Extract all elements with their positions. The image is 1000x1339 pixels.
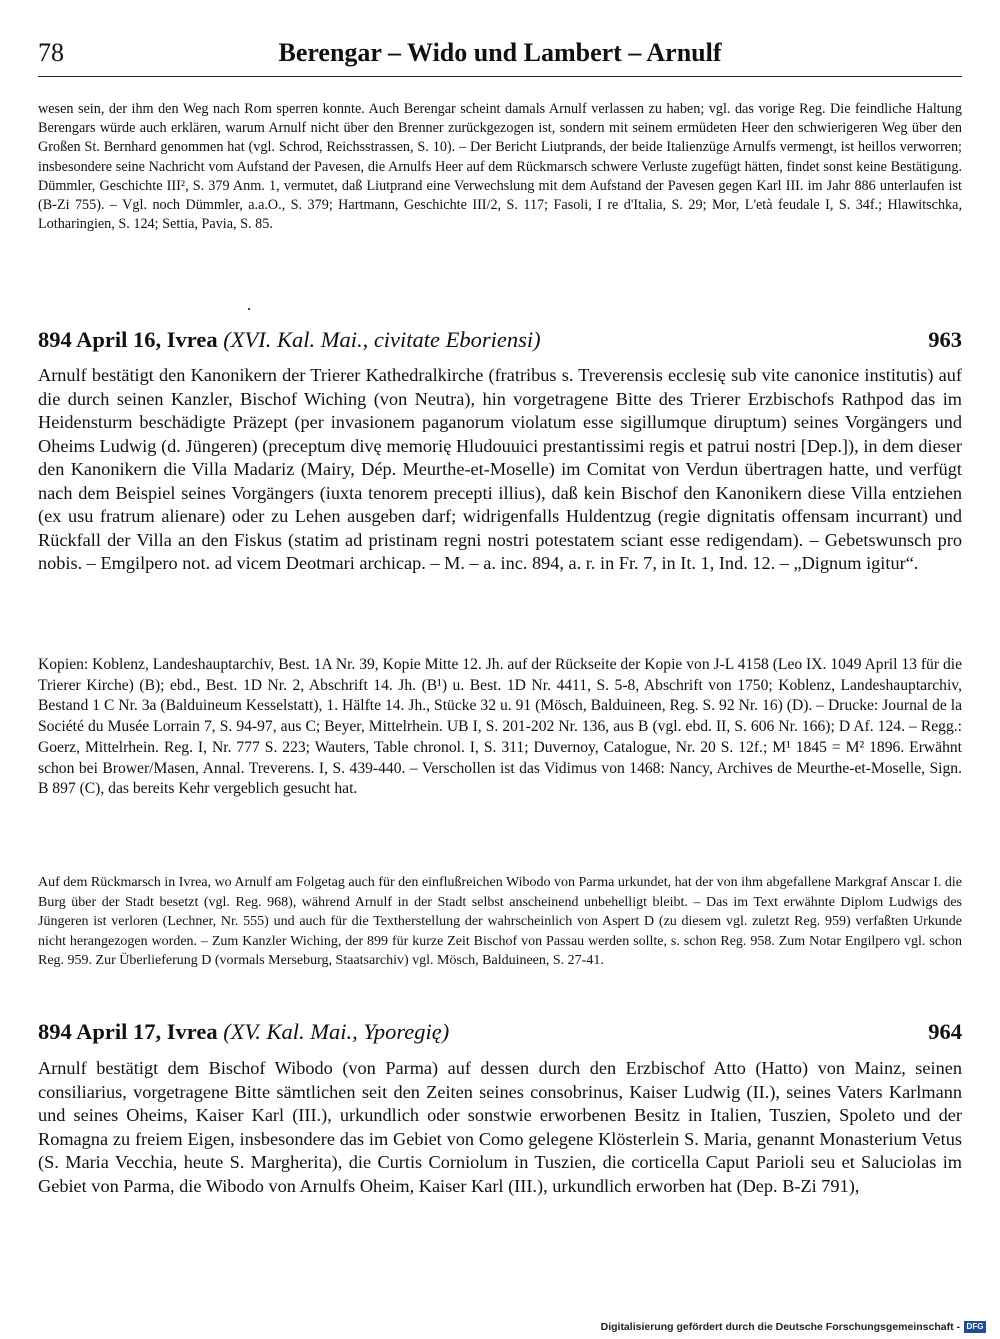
dfg-logo-icon: DFG [964, 1321, 986, 1333]
footer-credit [601, 1320, 986, 1334]
entry-heading-964 [38, 1019, 962, 1049]
entry-date-place: 894 April 16, Ivrea [38, 327, 218, 352]
footer-text: Digitalisierung gefördert durch die Deutsche Forschungsgemeinschaft - [600, 1321, 960, 1333]
entry-number: 963 [928, 327, 962, 352]
entry-origin: (XV. Kal. Mai., Yporegię) [223, 1019, 450, 1044]
page-number: 78 [38, 38, 64, 67]
commentary-963: Auf dem Rückmarsch in Ivrea, wo Arnulf am Folgetag auch für den einflußreichen Wibodo von Parma urkundet, hat der von ihm abgefallene Markgraf Anscar I. die Burg über der Stadt besetzt (vgl. Reg. 968), während Arnulf in der Stadt selbst anscheinend unbehelligt bleibt. – Das im Text erwähnte Diplom Ludwigs des Jüngeren ist verloren (Lechner, Nr. 555) und auch für die Textherstellung der wahrscheinlich von Aspert D (zu diesem vgl. zuletzt Reg. 959) verfaßten Urkunde nicht herangezogen worden. – Zum Kanzler Wiching, der 899 für kurze Zeit Bischof von Passau werden sollte, s. schon Reg. 958. Zum Notar Engilpero vgl. schon Reg. 959. Zur Überlieferung D (vormals Merseburg, Staatsarchiv) vgl. Mösch, Balduineen, S. 27-41. [38, 875, 962, 969]
regest-text-964: Arnulf bestätigt dem Bischof Wibodo (von Parma) auf dessen durch den Erzbischof Atto (Hatto) von Mainz, seinen consiliarius, vorgetragene Bitte sämtlichen seit den Zeiten seines consobrinus, Kaiser Ludwig (II.), seines Vaters Karlmann und seines Oheims, Kaiser Karl (III.), urkundlich oder sonstwie erworbenen Besitz in Italien, Tuszien, Spoleto und der Romagna zu freiem Eigen, insbesondere das im Gebiet von Como gelegene Klösterlein S. Maria, genannt Monasterium Vetus (S. Maria Vecchia, heute S. Margherita), die Curtis Corniolum in Tuszien, die corticella Caput Parioli seu et Saluciolas im Gebiet von Parma, die Wibodo von Arnulfs Oheim, Kaiser Karl (III.), urkundlich erworben hat (Dep. B-Zi 791), [38, 1058, 962, 1196]
intro-note: wesen sein, der ihm den Weg nach Rom sperren konnte. Auch Berengar scheint damals Arnulf verlassen zu haben; vgl. das vorige Reg. Die feindliche Haltung Berengars würde auch erklären, warum Arnulf nicht über den Brenner zurückgezogen ist, sondern mit seinem ermüdeten Heer den schwierigeren Weg über den Großen St. Bernhard genommen hat (vgl. Schrod, Reichsstrassen, S. 10). – Der Bericht Liutprands, der beide Italienzüge Arnulfs vermengt, ist heillos verworren; insbesondere seine Nachricht vom Aufstand der Pavesen, die Arnulfs Heer auf dem Rückmarsch schwere Verluste zugefügt hätten, findet sonst keine Bestätigung. Dümmler, Geschichte III², S. 379 Anm. 1, vermutet, daß Liutprand eine Verwechslung mit dem Aufstand der Pavesen gegen Karl III. im Jahr 886 unterlaufen ist (B-Zi 755). – Vgl. noch Dümmler, a.a.O., S. 379; Hartmann, Geschichte III/2, S. 117; Fasoli, I re d'Italia, S. 29; Mor, L'età feudale I, S. 34f.; Hlawitschka, Lotharingien, S. 124; Settia, Pavia, S. 85. [38, 101, 962, 233]
regest-text-963: Arnulf bestätigt den Kanonikern der Trierer Kathedralkirche (fratribus s. Treverensis ecclesię sub vite canonice institutis) auf die durch seinen Kanzler, Bischof Wiching (von Neutra), hin vorgetragene Bitte des Trierer Erzbischofs Rathpod das im Heidensturm beschädigte Präzept (per invasionem paganorum violatum esse sigillumque diruptum) seines Vorgängers und Oheims Ludwig (d. Jüngeren) (preceptum divę memorię Hludouuici prestantissimi regis et patrui nostri [Dep.]), in dem dieser den Kanonikern die Villa Madariz (Mairy, Dép. Meurthe-et-Moselle) im Comitat von Verdun übertragen hatte, und verfügt nach dem Beispiel seines Vorgängers (iuxta tenorem precepti illius), daß kein Bischof den Kanonikern diese Villa entziehen (ex usu fratrum alienare) oder zu Lehen ausgeben darf; widrigenfalls Huldentzug (regie dignitatis offensam incurrant) und Rückfall der Villa an den Fiskus (statim ad pristinam regni nostri potestatem sciant esse redigendam). – Gebetswunsch pro nobis. – Emgilpero not. ad vicem Deotmari archicap. – M. – a. inc. 894, a. r. in Fr. 7, in It. 1, Ind. 12. – „Dignum igitur“. [38, 365, 962, 573]
entry-date-place: 894 April 17, Ivrea [38, 1019, 218, 1044]
header-rule [38, 76, 962, 77]
sources-963: Kopien: Koblenz, Landeshauptarchiv, Best. 1A Nr. 39, Kopie Mitte 12. Jh. auf der Rückseite der Kopie von J-L 4158 (Leo IX. 1049 April 13 für die Trierer Kirche) (B); ebd., Best. 1D Nr. 2, Abschrift 14. Jh. (B¹) u. Best. 1D Nr. 4411, S. 5-8, Abschrift von 1750; Koblenz, Landeshauptarchiv, Bestand 1 C Nr. 3a (Balduineum Kesselstatt), 1. Hälfte 14. Jh., Stücke 32 u. 91 (Mösch, Balduineen, Reg. S. 92 Nr. 16) (D). – Drucke: Journal de la Société du Musée Lorrain 7, S. 94-97, aus C; Beyer, Mittelrhein. UB I, S. 201-202 Nr. 136, aus B (vgl. ebd. II, S. 606 Nr. 166); D Af. 124. – Regg.: Goerz, Mittelrhein. Reg. I, Nr. 777 S. 223; Wauters, Table chronol. I, S. 311; Duvernoy, Catalogue, Nr. 20 S. 12f.; M¹ 1845 = M² 1896. Erwähnt schon bei Brower/Masen, Annal. Treverens. I, S. 439-440. – Verschollen ist das Vidimus von 1468: Nancy, Archives de Meurthe-et-Moselle, Sign. B 897 (C), das bereits Kehr vergeblich gesucht hat. [38, 656, 962, 798]
entry-number: 964 [928, 1019, 962, 1044]
running-head [38, 38, 962, 72]
stray-mark [248, 308, 250, 310]
running-head-title: Berengar – Wido und Lambert – Arnulf [278, 38, 722, 67]
entry-heading-963 [38, 327, 962, 357]
entry-origin: (XVI. Kal. Mai., civitate Eboriensi) [223, 327, 541, 352]
